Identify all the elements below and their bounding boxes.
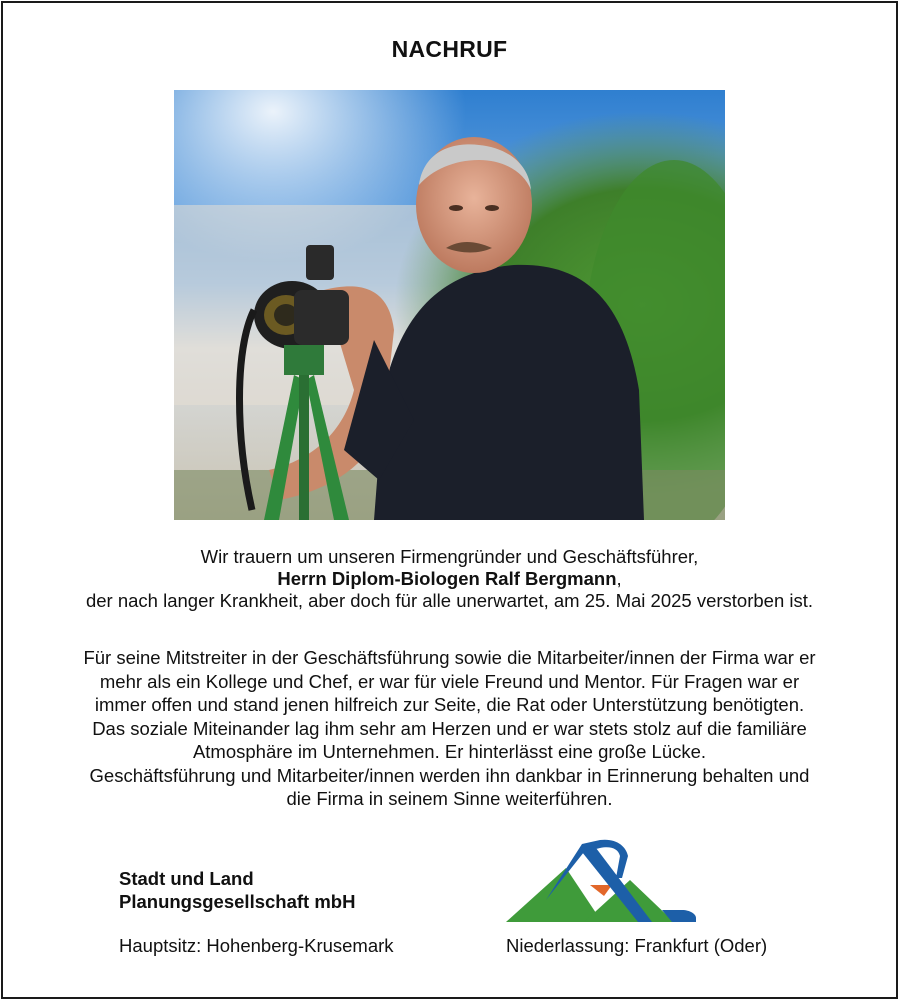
company-name-line-2: Planungsgesellschaft mbH <box>119 891 356 912</box>
deceased-name: Herrn Diplom-Biologen Ralf Bergmann <box>277 568 617 589</box>
intro-line-1: Wir trauern um unseren Firmengründer und Geschäftsführer, <box>200 546 699 567</box>
name-suffix: , <box>616 568 622 589</box>
tribute-line: Geschäftsführung und Mitarbeiter/innen werden ihn dankbar in Erinnerung behalten und <box>89 764 810 786</box>
mountain-logo-icon <box>504 838 700 928</box>
tribute-line: Atmosphäre im Unternehmen. Er hinterlässt eine große Lücke. <box>192 741 707 762</box>
tribute-line: Für seine Mitstreiter in der Geschäftsführung sowie die Mitarbeiter/innen der Firma war er <box>83 647 816 668</box>
tribute-line: Das soziale Miteinander lag ihm sehr am Herzen und er war stets stolz auf die familiäre <box>92 717 807 739</box>
branch-office: Niederlassung: Frankfurt (Oder) <box>506 935 768 956</box>
company-name <box>119 867 355 913</box>
company-name-line-1: Stadt und Land <box>119 868 254 889</box>
tribute-line: mehr als ein Kollege und Chef, er war für viele Freund und Mentor. Für Fragen war er <box>99 670 800 692</box>
tribute-paragraph <box>20 646 879 811</box>
tribute-line: die Firma in seinem Sinne weiterführen. <box>286 788 613 809</box>
tribute-line: immer offen und stand jenen hilfreich zur Seite, die Rat oder Unterstützung benötigten. <box>94 694 805 715</box>
portrait-photo <box>174 90 725 520</box>
intro-line-3: der nach langer Krankheit, aber doch für alle unerwartet, am 25. Mai 2025 verstorben ist. <box>85 590 814 611</box>
notice-title: NACHRUF <box>391 36 508 62</box>
intro-text <box>0 546 899 612</box>
deceased-name-line <box>0 568 899 590</box>
headquarters: Hauptsitz: Hohenberg-Krusemark <box>119 935 394 956</box>
